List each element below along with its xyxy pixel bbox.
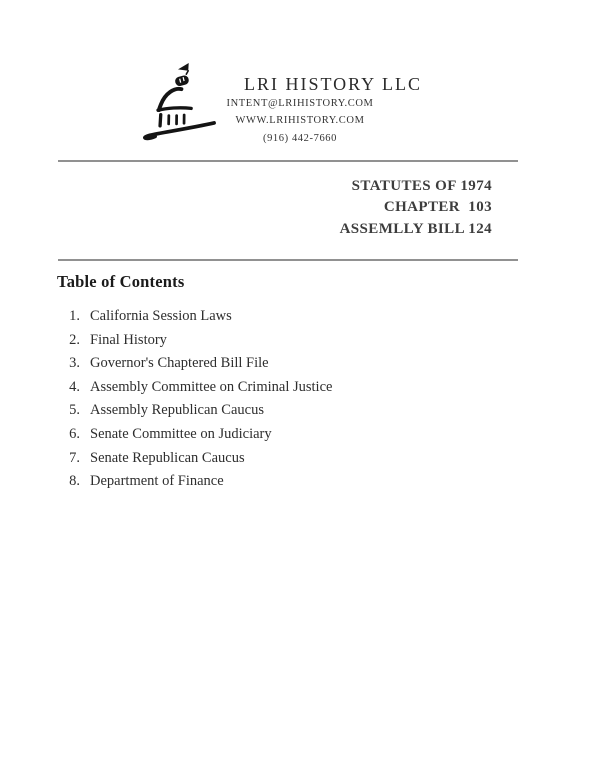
toc-title: Table of Contents bbox=[57, 272, 185, 291]
toc-item-label: Senate Republican Caucus bbox=[90, 449, 245, 466]
middle-divider bbox=[58, 259, 518, 261]
toc-item-number: 4. bbox=[69, 378, 80, 395]
contact-phone: (916) 442-7660 bbox=[262, 132, 337, 144]
toc-item bbox=[58, 447, 518, 471]
toc-item-number: 1. bbox=[69, 308, 80, 324]
toc-item bbox=[58, 376, 518, 400]
toc-item-number: 7. bbox=[69, 449, 80, 466]
toc-item bbox=[58, 352, 518, 376]
company-name: LRI HISTORY LLC bbox=[243, 74, 422, 94]
chapter-line: CHAPTER 103 bbox=[383, 199, 492, 216]
toc-item-label: California Session Laws bbox=[90, 308, 232, 324]
toc-item-label: Assembly Republican Caucus bbox=[90, 402, 264, 419]
toc-item-number: 3. bbox=[69, 355, 80, 372]
toc-item-label: Final History bbox=[90, 331, 167, 348]
top-divider bbox=[58, 160, 518, 162]
toc-item-label: Governor's Chaptered Bill File bbox=[90, 355, 269, 372]
statutes-line: STATUTES OF 1974 bbox=[351, 178, 492, 194]
toc-item-number: 6. bbox=[69, 425, 80, 442]
contact-email: INTENT@LRIHISTORY.COM bbox=[226, 98, 374, 109]
contact-block bbox=[190, 95, 410, 147]
toc-item bbox=[58, 470, 518, 494]
toc-item-number: 8. bbox=[69, 473, 80, 490]
toc-item-label: Department of Finance bbox=[90, 473, 224, 490]
toc-item bbox=[58, 399, 518, 423]
toc-list bbox=[58, 305, 518, 494]
toc-item-number: 2. bbox=[69, 331, 80, 348]
bill-line: ASSEMLLY BILL 124 bbox=[339, 220, 492, 237]
contact-website: WWW.LRIHISTORY.COM bbox=[235, 115, 365, 127]
toc-item-label: Assembly Committee on Criminal Justice bbox=[90, 378, 333, 395]
toc-item bbox=[58, 305, 518, 329]
statute-reference bbox=[340, 176, 492, 240]
toc-item-number: 5. bbox=[69, 402, 80, 419]
toc-item bbox=[58, 329, 518, 353]
toc-item-label: Senate Committee on Judiciary bbox=[90, 425, 272, 442]
toc-item bbox=[58, 423, 518, 447]
